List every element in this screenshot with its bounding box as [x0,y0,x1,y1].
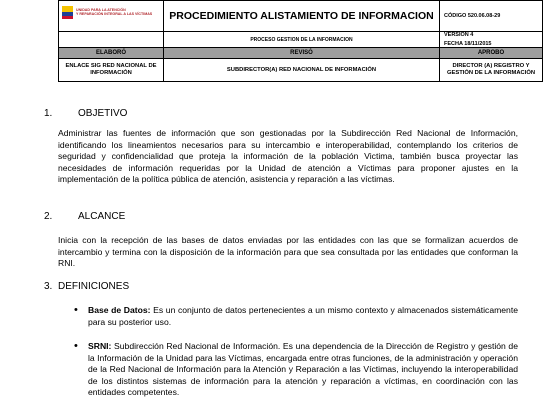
role-reviso: REVISÓ [164,48,440,59]
definition-text: Subdirección Red Nacional de Información. Es una dependencia de la Dirección de Registro y gestión de la Información de la Unidad para las Víctimas, encargada entre otras funciones, de la administración y operación de la Red Nacional de Información para la Atención y Reparación a las Víctimas, incluyendo la interoperabilidad de los distintos sistemas de información para la atención y reparación a víctimas, en coordinación con las entidades competentes. [88,341,518,397]
role-aprobo: APROBO [440,48,543,59]
definition-item [88,305,518,328]
section-heading-definiciones [44,281,129,292]
definition-item [88,341,518,399]
signer-aprobo: DIRECTOR (A) REGISTRO Y GESTIÓN DE LA INFORMACIÓN [440,59,543,82]
document-version: VERSIÓN 4 [444,32,474,38]
section-title: OBJETIVO [78,108,128,119]
alcance-paragraph: Inicia con la recepción de las bases de datos enviadas por las entidades con las que se formalizan acuerdos de intercambio y termina con la disposición de la información para que sea consultada por las entidades que conforman la RNI. [58,235,518,268]
definition-term: SRNI: [88,341,112,351]
bullet-dot-icon: • [74,340,78,352]
colombia-flag-logo-icon [62,6,73,19]
document-date: FECHA 18/11/2015 [444,41,492,47]
procedure-title: PROCEDIMIENTO ALISTAMIENTO DE INFORMACION [169,10,434,22]
section-title: ALCANCE [78,211,126,222]
section-title: DEFINICIONES [58,281,130,292]
section-heading-alcance [44,211,125,222]
procedure-title-cell [164,1,440,32]
document-version-date [440,32,543,48]
bullet-dot-icon: • [74,304,78,316]
signer-elaboro: ENLACE SIG RED NACIONAL DE INFORMACIÓN [59,59,164,82]
section-heading-objetivo [44,108,127,119]
definition-text: Es un conjunto de datos pertenecientes a un mismo contexto y almacenados sistemáticamente para su posterior uso. [88,305,518,327]
objetivo-paragraph: Administrar las fuentes de información que son gestionadas por la Subdirección Red Nacional de Información, identificando los lineamientos necesarios para su intercambio e interoperabilidad, contemplando los criterios de seguridad y confidencialidad que proteja la información de la población Victima, también busca proyectar las necesidades de información requeridas por la Unidad de atención a Víctimas para proponer ajustes en la implementación de la política pública de atención, asistencia y reparación a las víctimas. [58,128,518,184]
signer-reviso: SUBDIRECTOR(A) RED NACIONAL DE INFORMACIÓN [164,59,440,82]
section-number: 2. [44,211,53,222]
role-elaboro: ELABORÓ [59,48,164,59]
process-name: PROCESO GESTION DE LA INFORMACION [164,32,440,48]
logo-cell [59,1,164,32]
section-number: 1. [44,108,53,119]
document-code: CÓDIGO 520.06.08-29 [440,1,543,32]
entity-name: UNIDAD PARA LA ATENCIÓN Y REPARACIÓN INTEGRAL A LAS VÍCTIMAS [76,8,153,17]
document-header-table [58,0,543,82]
section-number: 3. [44,281,53,292]
definition-term: Base de Datos: [88,305,151,315]
logo-cell-continued [59,32,164,48]
